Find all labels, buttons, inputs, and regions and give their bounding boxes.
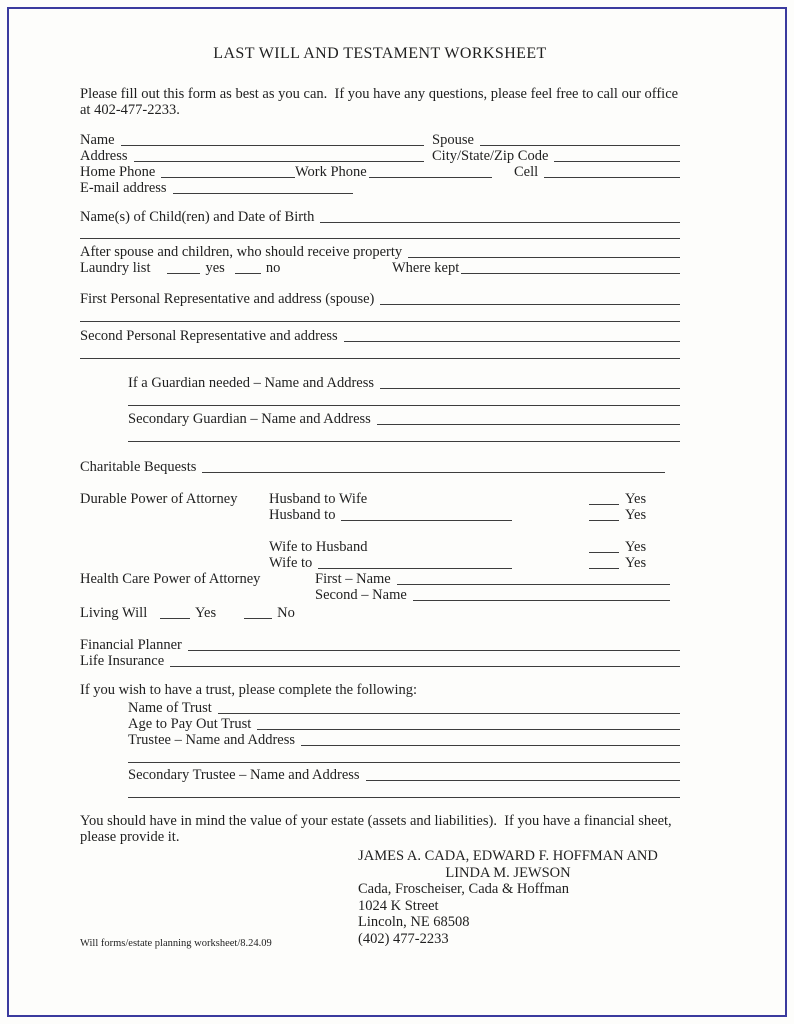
firm-phone: (402) 477-2233 xyxy=(358,930,449,947)
wife-to-field-line xyxy=(318,568,512,569)
second-representative-continuation-line xyxy=(80,344,680,359)
trustee-label: Trustee – Name and Address xyxy=(128,732,295,748)
husband-to-wife-cell xyxy=(269,491,589,507)
first-representative-label: First Personal Representative and address (spouse) xyxy=(80,291,375,307)
name-label: Name xyxy=(80,132,115,148)
husband-to-field-line xyxy=(341,520,512,521)
wife-to-cell xyxy=(269,555,589,571)
email-label: E-mail address xyxy=(80,180,167,196)
second-representative-field-line xyxy=(344,341,680,342)
firm-attorneys xyxy=(358,848,658,881)
second-representative-label: Second Personal Representative and address xyxy=(80,328,338,344)
husband-to-row xyxy=(80,507,680,523)
work-phone-segment xyxy=(295,164,492,180)
firm-attorneys-line1: JAMES A. CADA, EDWARD F. HOFFMAN AND xyxy=(358,848,658,864)
trust-intro: If you wish to have a trust, please complete the following: xyxy=(80,682,418,698)
email-row xyxy=(80,180,680,196)
cell-segment xyxy=(492,164,680,180)
secondary-guardian-continuation-line xyxy=(128,427,680,442)
laundry-no-label: no xyxy=(265,260,281,276)
firm-attorneys-line2: LINDA M. JEWSON xyxy=(445,864,571,881)
guardian-row xyxy=(128,375,680,391)
secondary-trustee-label: Secondary Trustee – Name and Address xyxy=(128,767,360,783)
trust-name-field-line xyxy=(218,713,680,714)
firm-street: 1024 K Street xyxy=(358,897,439,914)
name-spouse-row xyxy=(80,132,680,148)
financial-planner-row xyxy=(80,637,680,653)
firm-city: Lincoln, NE 68508 xyxy=(358,914,470,930)
page-title: LAST WILL AND TESTAMENT WORKSHEET xyxy=(213,45,547,62)
living-will-yes-label: Yes xyxy=(195,605,217,621)
life-insurance-field-line xyxy=(170,666,680,667)
home-phone-segment xyxy=(80,164,295,180)
living-will-row xyxy=(80,605,680,621)
first-representative-row xyxy=(80,291,680,307)
second-representative-row xyxy=(80,328,680,344)
where-kept-field-line xyxy=(461,273,680,274)
secondary-trustee-field-line xyxy=(366,780,680,781)
wife-to-husband-cell xyxy=(269,539,589,555)
spouse-field-line xyxy=(480,145,680,146)
email-field-line xyxy=(173,193,353,194)
laundry-no-blank xyxy=(235,273,261,274)
wife-to-label: Wife to xyxy=(269,555,313,571)
wife-to-yes-label: Yes xyxy=(625,555,647,571)
wife-to-row xyxy=(80,555,680,571)
where-kept-label: Where kept xyxy=(392,260,460,276)
intro-paragraph: Please fill out this form as best as you can. If you have any questions, please feel free to call our office at 402-477-2233. xyxy=(80,86,682,118)
first-representative-continuation-line xyxy=(80,307,680,322)
children-continuation-line xyxy=(80,225,680,239)
children-field-line xyxy=(320,222,680,223)
work-phone-label: Work Phone xyxy=(295,164,367,180)
first-representative-field-line xyxy=(380,304,680,305)
durable-poa-label: Durable Power of Attorney xyxy=(80,491,238,507)
children-row xyxy=(80,209,680,225)
husband-to-wife-yes-cell xyxy=(589,491,680,507)
husband-to-wife-label: Husband to Wife xyxy=(269,491,368,507)
address-label: Address xyxy=(80,148,128,164)
city-state-zip-segment xyxy=(432,148,680,164)
charitable-bequests-field-line xyxy=(202,472,665,473)
first-name-label: First – Name xyxy=(315,571,391,587)
poa-gap xyxy=(80,523,680,539)
wife-to-husband-yes-cell xyxy=(589,539,680,555)
spouse-segment xyxy=(432,132,680,148)
charitable-bequests-row xyxy=(80,459,680,475)
living-will-no-blank xyxy=(244,618,272,619)
health-care-first-row xyxy=(80,571,680,587)
wife-to-yes-cell xyxy=(589,555,680,571)
worksheet-content xyxy=(80,0,680,947)
husband-to-label: Husband to xyxy=(269,507,336,523)
laundry-list-label: Laundry list xyxy=(80,260,151,276)
health-care-second-row xyxy=(80,587,680,603)
husband-to-wife-yes-label: Yes xyxy=(625,491,647,507)
city-state-zip-label: City/State/Zip Code xyxy=(432,148,549,164)
husband-to-yes-label: Yes xyxy=(625,507,647,523)
laundry-segment xyxy=(80,260,392,276)
life-insurance-row xyxy=(80,653,680,669)
financial-planner-field-line xyxy=(188,650,680,651)
wife-to-yes-blank xyxy=(589,568,619,569)
husband-to-cell xyxy=(269,507,589,523)
secondary-guardian-row xyxy=(128,411,680,427)
secondary-trustee-row xyxy=(128,767,680,783)
powers-of-attorney-section xyxy=(80,491,680,621)
wife-to-husband-yes-label: Yes xyxy=(625,539,647,555)
living-will-label: Living Will xyxy=(80,605,148,621)
wife-to-husband-label: Wife to Husband xyxy=(269,539,368,555)
trust-section xyxy=(80,700,680,798)
husband-to-yes-cell xyxy=(589,507,680,523)
secondary-guardian-label: Secondary Guardian – Name and Address xyxy=(128,411,371,427)
work-phone-field-line xyxy=(369,177,492,178)
first-name-field-line xyxy=(397,584,670,585)
name-segment xyxy=(80,132,432,148)
living-will-yes-blank xyxy=(160,618,190,619)
home-phone-field-line xyxy=(161,177,295,178)
life-insurance-label: Life Insurance xyxy=(80,653,165,669)
financial-planner-label: Financial Planner xyxy=(80,637,182,653)
second-name-label: Second – Name xyxy=(315,587,407,603)
second-name-field-line xyxy=(413,600,670,601)
document-footer: Will forms/estate planning worksheet/8.24.09 xyxy=(80,938,272,949)
address-field-line xyxy=(134,161,424,162)
health-care-poa-label: Health Care Power of Attorney xyxy=(80,571,261,587)
spouse-label: Spouse xyxy=(432,132,474,148)
trust-age-label: Age to Pay Out Trust xyxy=(128,716,252,732)
guardian-continuation-line xyxy=(128,391,680,406)
address-row xyxy=(80,148,680,164)
children-label: Name(s) of Child(ren) and Date of Birth xyxy=(80,209,315,225)
secondary-guardian-field-line xyxy=(377,424,680,425)
firm-block xyxy=(358,848,658,947)
secondary-trustee-continuation-line xyxy=(128,783,680,798)
estate-value-note: You should have in mind the value of your estate (assets and liabilities). If you have a financial sheet, please provide it. xyxy=(80,813,676,845)
charitable-bequests-label: Charitable Bequests xyxy=(80,459,197,475)
trust-age-row xyxy=(128,716,680,732)
laundry-row xyxy=(80,260,680,276)
trustee-field-line xyxy=(301,745,680,746)
after-spouse-row xyxy=(80,244,680,260)
wife-to-husband-yes-blank xyxy=(589,552,619,553)
trust-name-label: Name of Trust xyxy=(128,700,212,716)
trustee-continuation-line xyxy=(128,748,680,763)
firm-name: Cada, Froscheiser, Cada & Hoffman xyxy=(358,881,569,897)
guardian-field-line xyxy=(380,388,680,389)
name-field-line xyxy=(121,145,424,146)
trust-age-field-line xyxy=(257,729,680,730)
trustee-row xyxy=(128,732,680,748)
city-state-zip-field-line xyxy=(554,161,680,162)
cell-label: Cell xyxy=(514,164,539,180)
husband-to-wife-yes-blank xyxy=(589,504,619,505)
wife-to-husband-row xyxy=(80,539,680,555)
cell-field-line xyxy=(544,177,680,178)
contact-section xyxy=(80,132,680,196)
durable-poa-row xyxy=(80,491,680,507)
after-spouse-label: After spouse and children, who should receive property xyxy=(80,244,403,260)
living-will-no-label: No xyxy=(277,605,295,621)
laundry-yes-blank xyxy=(167,273,200,274)
address-segment xyxy=(80,148,432,164)
phones-row xyxy=(80,164,680,180)
after-spouse-field-line xyxy=(408,257,680,258)
husband-to-yes-blank xyxy=(589,520,619,521)
home-phone-label: Home Phone xyxy=(80,164,156,180)
trust-name-row xyxy=(128,700,680,716)
laundry-yes-label: yes xyxy=(205,260,225,276)
guardian-label: If a Guardian needed – Name and Address xyxy=(128,375,375,391)
